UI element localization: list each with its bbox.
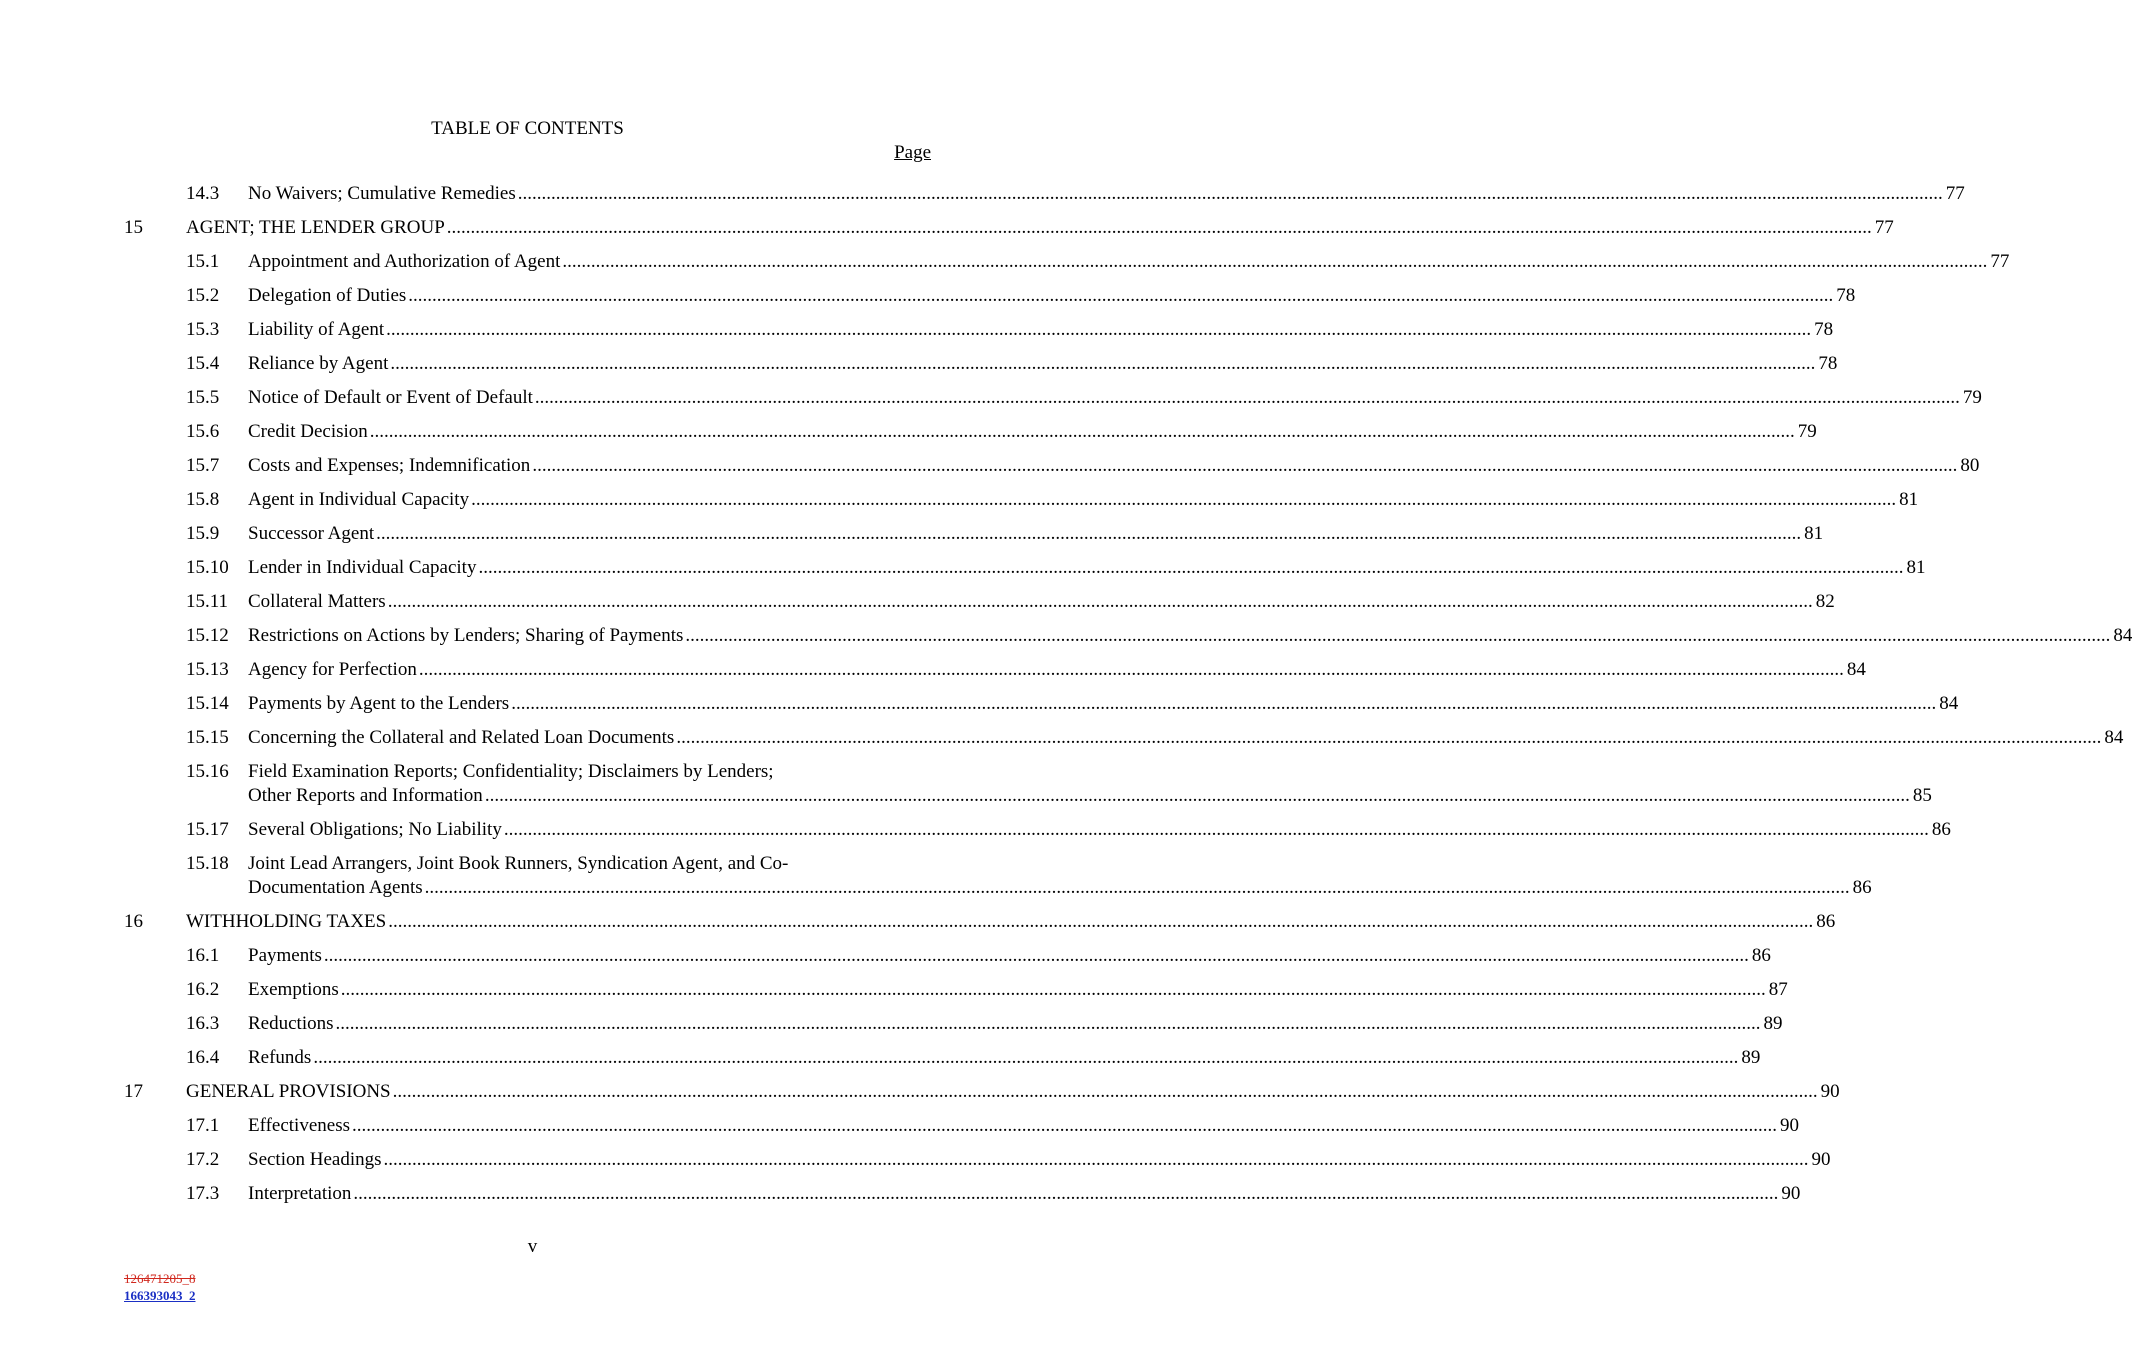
toc-entry-title: Agent in Individual Capacity [248, 489, 470, 510]
toc-entry-title: Concerning the Collateral and Related Loan Documents [248, 727, 675, 748]
toc-entry-page: 81 [1804, 523, 1824, 544]
dot-leader: ............................................................................................................................................................................................................................................................................................................ [386, 319, 1812, 340]
toc-entry-page: 77 [1945, 183, 1965, 204]
toc-entry-page: 77 [1990, 251, 2010, 272]
dot-leader: ............................................................................................................................................................................................................................................................................................................ [353, 1183, 1779, 1204]
toc-entry-title: Lender in Individual Capacity [248, 557, 477, 578]
toc-entry-title: Refunds [248, 1047, 312, 1068]
dot-leader: ............................................................................................................................................................................................................................................................................................................ [390, 353, 1816, 374]
toc-entry-title-first-line: Joint Lead Arrangers, Joint Book Runners, Syndication Agent, and Co- [248, 853, 789, 874]
dot-leader: ............................................................................................................................................................................................................................................................................................................ [562, 251, 1988, 272]
doc-id-deleted: 126471205_8 [124, 1271, 196, 1286]
toc-entry-page: 81 [1906, 557, 1926, 578]
toc-entry-line [248, 624, 2132, 648]
toc-entry-title: Restrictions on Actions by Lenders; Sharing of Payments [248, 625, 684, 646]
page-number: v [527, 1236, 538, 1257]
toc-entry-number: 15.5 [186, 387, 220, 408]
toc-entry-number: 15.7 [186, 455, 220, 476]
toc-entry-title: Costs and Expenses; Indemnification [248, 455, 531, 476]
toc-entry-line [248, 1046, 1761, 1070]
toc-entry-line [248, 182, 1965, 206]
toc-entry-page: 86 [1751, 945, 1771, 966]
toc-entry-line [248, 1012, 1783, 1036]
toc-entry-line [248, 454, 1980, 478]
dot-leader: ............................................................................................................................................................................................................................................................................................................ [387, 591, 1813, 612]
toc-entry-page: 84 [2104, 727, 2124, 748]
toc-entry-line [248, 978, 1788, 1002]
toc-entry-title: Section Headings [248, 1149, 382, 1170]
toc-entry-title: Credit Decision [248, 421, 368, 442]
toc-entry-page: 86 [1852, 877, 1872, 898]
toc-entry-line [186, 910, 1836, 934]
toc-entry-line [186, 216, 1894, 240]
toc-entry-line [248, 692, 1959, 716]
toc-entry-title: Appointment and Authorization of Agent [248, 251, 561, 272]
toc-entry-line [248, 876, 1872, 900]
toc-entry-number: 15.8 [186, 489, 220, 510]
dot-leader: ............................................................................................................................................................................................................................................................................................................ [478, 557, 1904, 578]
toc-entry-page: 84 [1939, 693, 1959, 714]
toc-entry-number: 16.4 [186, 1047, 220, 1068]
toc-entry-page: 85 [1912, 785, 1932, 806]
toc-entry-title: Payments by Agent to the Lenders [248, 693, 510, 714]
doc-id-inserted: 166393043_2 [124, 1288, 196, 1303]
toc-entry-line [248, 1148, 1831, 1172]
toc-entry-number: 17.1 [186, 1115, 220, 1136]
toc-entry-page: 79 [1962, 387, 1982, 408]
toc-entry-page: 86 [1931, 819, 1951, 840]
toc-entry-number: 15.3 [186, 319, 220, 340]
dot-leader: ............................................................................................................................................................................................................................................................................................................ [392, 1081, 1818, 1102]
toc-entry-number: 15.13 [186, 659, 229, 680]
dot-leader: ............................................................................................................................................................................................................................................................................................................ [313, 1047, 1739, 1068]
toc-entry-page: 77 [1874, 217, 1894, 238]
toc-entry-number: 15.11 [186, 591, 229, 612]
toc-entry-title: WITHHOLDING TAXES [186, 911, 387, 932]
dot-leader: ............................................................................................................................................................................................................................................................................................................ [534, 387, 1960, 408]
toc-entry-page: 90 [1811, 1149, 1831, 1170]
toc-entry-number: 15.10 [186, 557, 229, 578]
toc-entry-page: 78 [1818, 353, 1838, 374]
toc-entry-line [248, 784, 1932, 808]
toc-entry-number: 16.2 [186, 979, 220, 1000]
toc-entry-page: 84 [1846, 659, 1866, 680]
toc-entry-line [248, 1114, 1799, 1138]
dot-leader: ............................................................................................................................................................................................................................................................................................................ [424, 877, 1850, 898]
toc-entry-line [248, 590, 1835, 614]
toc-entry-line [248, 386, 1982, 410]
toc-entry-title: Interpretation [248, 1183, 352, 1204]
toc-entry-line [248, 522, 1824, 546]
toc-entry-line [248, 726, 2124, 750]
toc-entry-line [248, 556, 1926, 580]
toc-entry-number: 17.2 [186, 1149, 220, 1170]
dot-leader: ............................................................................................................................................................................................................................................................................................................ [383, 1149, 1809, 1170]
toc-entry-title: Exemptions [248, 979, 339, 1000]
dot-leader: ............................................................................................................................................................................................................................................................................................................ [503, 819, 1929, 840]
dot-leader: ............................................................................................................................................................................................................................................................................................................ [335, 1013, 1761, 1034]
toc-entry-title: Several Obligations; No Liability [248, 819, 502, 840]
toc-entry-title: Reliance by Agent [248, 353, 389, 374]
toc-entry-line [248, 1182, 1801, 1206]
dot-leader: ............................................................................................................................................................................................................................................................................................................ [446, 217, 1872, 238]
toc-entry-title: Reductions [248, 1013, 334, 1034]
toc-title: TABLE OF CONTENTS [431, 118, 624, 139]
page-column-label: Page [894, 142, 931, 163]
toc-entry-title: Notice of Default or Event of Default [248, 387, 533, 408]
toc-entry-number: 15.2 [186, 285, 220, 306]
toc-entry-page: 87 [1768, 979, 1788, 1000]
toc-entry-page: 78 [1836, 285, 1856, 306]
toc-entry-title: Documentation Agents [248, 877, 423, 898]
toc-entry-page: 82 [1815, 591, 1835, 612]
dot-leader: ............................................................................................................................................................................................................................................................................................................ [323, 945, 1749, 966]
toc-entry-number: 15.15 [186, 727, 229, 748]
toc-entry-title-first-line: Field Examination Reports; Confidentiality; Disclaimers by Lenders; [248, 761, 774, 782]
toc-entry-title: Collateral Matters [248, 591, 386, 612]
toc-entry-page: 84 [2113, 625, 2132, 646]
toc-entry-number: 15.12 [186, 625, 229, 646]
dot-leader: ............................................................................................................................................................................................................................................................................................................ [376, 523, 1802, 544]
dot-leader: ............................................................................................................................................................................................................................................................................................................ [369, 421, 1795, 442]
dot-leader: ............................................................................................................................................................................................................................................................................................................ [676, 727, 2102, 748]
toc-entry-number: 16.1 [186, 945, 220, 966]
toc-entry-page: 86 [1816, 911, 1836, 932]
toc-entry-number: 15.6 [186, 421, 220, 442]
toc-entry-number: 15.9 [186, 523, 220, 544]
toc-entry-page: 79 [1797, 421, 1817, 442]
dot-leader: ............................................................................................................................................................................................................................................................................................................ [352, 1115, 1777, 1136]
toc-entry-line [248, 250, 2010, 274]
toc-entry-number: 16.3 [186, 1013, 220, 1034]
toc-entry-number: 14.3 [186, 183, 220, 204]
dot-leader: ............................................................................................................................................................................................................................................................................................................ [484, 785, 1910, 806]
toc-entry-line [248, 352, 1838, 376]
toc-entry-number: 17.3 [186, 1183, 220, 1204]
toc-entry-page: 90 [1781, 1183, 1801, 1204]
toc-entry-line [248, 284, 1856, 308]
dot-leader: ............................................................................................................................................................................................................................................................................................................ [511, 693, 1937, 714]
toc-entry-title: GENERAL PROVISIONS [186, 1081, 391, 1102]
dot-leader: ............................................................................................................................................................................................................................................................................................................ [685, 625, 2111, 646]
toc-entry-line [248, 318, 1834, 342]
toc-entry-page: 89 [1763, 1013, 1783, 1034]
toc-entry-title: Delegation of Duties [248, 285, 407, 306]
toc-entry-number: 17 [124, 1081, 143, 1102]
toc-entry-number: 15.17 [186, 819, 229, 840]
toc-entry-title: AGENT; THE LENDER GROUP [186, 217, 445, 238]
dot-leader: ............................................................................................................................................................................................................................................................................................................ [340, 979, 1766, 1000]
toc-entry-title: Other Reports and Information [248, 785, 483, 806]
toc-entry-page: 80 [1960, 455, 1980, 476]
dot-leader: ............................................................................................................................................................................................................................................................................................................ [388, 911, 1814, 932]
toc-entry-number: 15.18 [186, 853, 229, 874]
toc-entry-number: 15.14 [186, 693, 229, 714]
toc-entry-number: 15.1 [186, 251, 220, 272]
toc-entry-number: 15.16 [186, 761, 229, 782]
toc-entry-line [248, 420, 1817, 444]
toc-entry-title: Liability of Agent [248, 319, 385, 340]
toc-entry-page: 90 [1820, 1081, 1840, 1102]
toc-entry-title: Successor Agent [248, 523, 375, 544]
toc-entry-line [186, 1080, 1840, 1104]
toc-entry-title: No Waivers; Cumulative Remedies [248, 183, 516, 204]
toc-entry-line [248, 488, 1919, 512]
toc-entry-page: 78 [1814, 319, 1834, 340]
toc-entry-page: 81 [1899, 489, 1919, 510]
toc-entry-page: 90 [1780, 1115, 1799, 1136]
toc-entry-line [248, 818, 1951, 842]
toc-entry-number: 15.4 [186, 353, 220, 374]
toc-entry-line [248, 658, 1866, 682]
toc-entry-number: 16 [124, 911, 143, 932]
dot-leader: ............................................................................................................................................................................................................................................................................................................ [532, 455, 1958, 476]
toc-entry-number: 15 [124, 217, 143, 238]
toc-entry-page: 89 [1741, 1047, 1761, 1068]
dot-leader: ............................................................................................................................................................................................................................................................................................................ [471, 489, 1897, 510]
toc-entry-line [248, 944, 1771, 968]
toc-entry-title: Effectiveness [248, 1115, 350, 1136]
dot-leader: ............................................................................................................................................................................................................................................................................................................ [408, 285, 1834, 306]
dot-leader: ............................................................................................................................................................................................................................................................................................................ [517, 183, 1943, 204]
toc-entry-title: Agency for Perfection [248, 659, 417, 680]
toc-entry-title: Payments [248, 945, 322, 966]
dot-leader: ............................................................................................................................................................................................................................................................................................................ [418, 659, 1844, 680]
